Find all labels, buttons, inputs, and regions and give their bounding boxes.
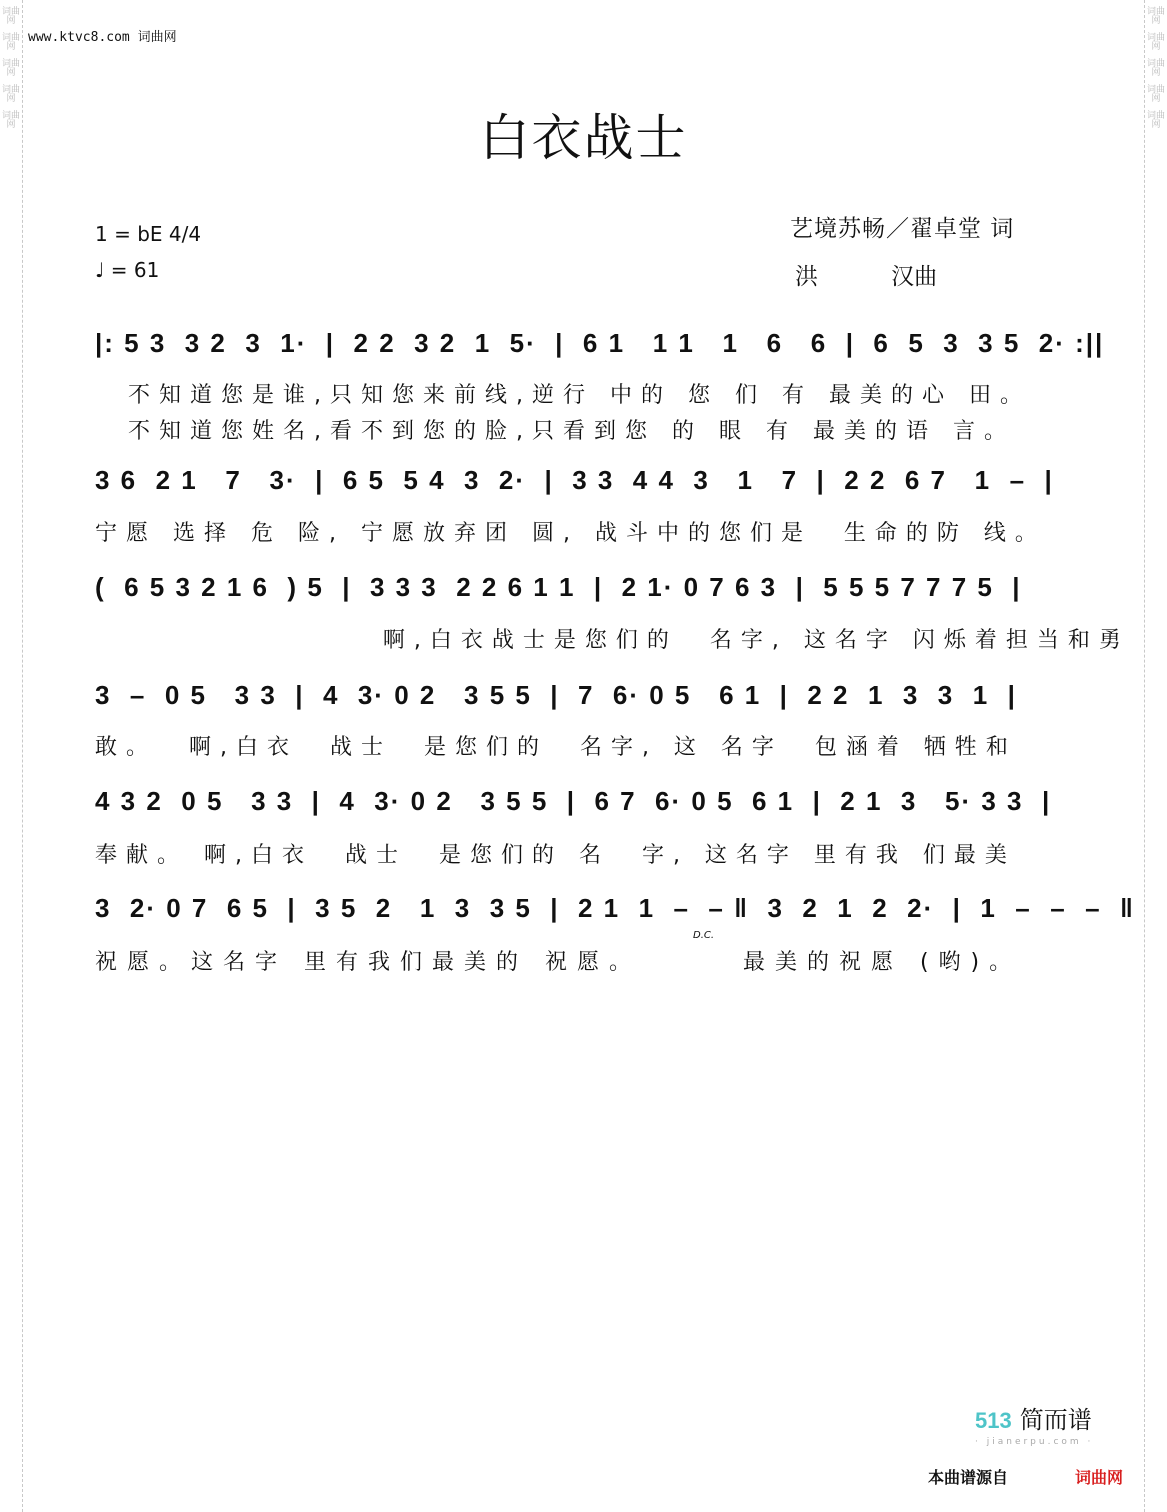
right-watermark-strip — [1144, 0, 1167, 1512]
watermark-text: 词曲网 — [1146, 111, 1165, 130]
score-line-6: 3 2· 0 7 6 5 | 3 5 2 1 3 3 5 | 2 1 1 – – ‖ 3 2 1 2 2· | 1 – – – ‖ — [95, 893, 1135, 923]
source-label: 本曲谱源自 — [928, 1468, 1009, 1487]
lyric-line-7: 祝愿。这名字 里有我们最美的 祝愿。 最美的祝愿 (哟)。 — [95, 950, 1022, 975]
lyric-line-4: 啊,白衣战士是您们的 名字, 这名字 闪烁着担当和勇 — [95, 628, 1130, 653]
score-line-1: |: 5 3 3 2 3 1· | 2 2 3 2 1 5· | 6 1 1 1 1 6 6 | 6 5 3 3 5 2· :|| — [95, 328, 1105, 358]
lyric-line-2: 不知道您姓名,看不到您的脸,只看到您 的 眼 有 最美的语 言。 — [128, 419, 1015, 444]
brand-logo[interactable] — [975, 1400, 1093, 1447]
song-title: 白衣战士 — [479, 109, 688, 167]
site-header-link[interactable]: www.ktvc8.com 词曲网 — [28, 30, 177, 45]
score-line-2: 3 6 2 1 7 3· | 6 5 5 4 3 2· | 3 3 4 4 3 1 7 | 2 2 6 7 1 – | — [95, 465, 1054, 495]
key-signature: 1 = bE 4/4 — [95, 222, 202, 246]
watermark-text: 词曲网 — [1146, 59, 1165, 78]
watermark-text: 词曲网 — [1146, 7, 1165, 26]
lyricist-credit: 艺境苏畅／翟卓堂 词 — [790, 216, 1015, 242]
composer-credit: 洪 汉曲 — [795, 264, 938, 290]
score-line-5: 4 3 2 0 5 3 3 | 4 3· 0 2 3 5 5 | 6 7 6· 0 5 6 1 | 2 1 3 5· 3 3 | — [95, 786, 1052, 816]
lyric-line-6: 奉献。 啊,白衣 战士 是您们的 名 字, 这名字 里有我 们最美 — [95, 843, 1016, 868]
left-watermark-strip — [0, 0, 23, 1512]
da-capo-mark: D.C. — [693, 930, 715, 941]
lyric-line-3: 宁愿 选择 危 险, 宁愿放弃团 圆, 战斗中的您们是 生命的防 线。 — [95, 521, 1046, 546]
watermark-text: 词曲网 — [1, 7, 20, 26]
watermark-text: 词曲网 — [1146, 33, 1165, 52]
watermark-text: 词曲网 — [1146, 85, 1165, 104]
logo-name: 简而谱 — [1019, 1406, 1092, 1434]
watermark-text: 词曲网 — [1, 59, 20, 78]
logo-tagline: · jianerpu.com · — [975, 1437, 1094, 1447]
watermark-text: 词曲网 — [1, 111, 20, 130]
tempo-marking: ♩ = 61 — [95, 258, 160, 282]
logo-number: 513 — [975, 1408, 1012, 1433]
lyric-line-5: 敢。 啊,白衣 战士 是您们的 名字, 这 名字 包涵着 牺牲和 — [95, 735, 1017, 760]
lyric-line-1: 不知道您是谁,只知您来前线,逆行 中的 您 们 有 最美的心 田。 — [128, 383, 1031, 408]
watermark-text: 词曲网 — [1, 33, 20, 52]
score-line-4: 3 – 0 5 3 3 | 4 3· 0 2 3 5 5 | 7 6· 0 5 6 1 | 2 2 1 3 3 1 | — [95, 680, 1017, 710]
score-line-3: ( 6 5 3 2 1 6 ) 5 | 3 3 3 2 2 6 1 1 | 2 1· 0 7 6 3 | 5 5 5 7 7 7 5 | — [95, 572, 1022, 602]
watermark-text: 词曲网 — [1, 85, 20, 104]
source-site-link[interactable]: 词曲网 — [1075, 1468, 1124, 1487]
